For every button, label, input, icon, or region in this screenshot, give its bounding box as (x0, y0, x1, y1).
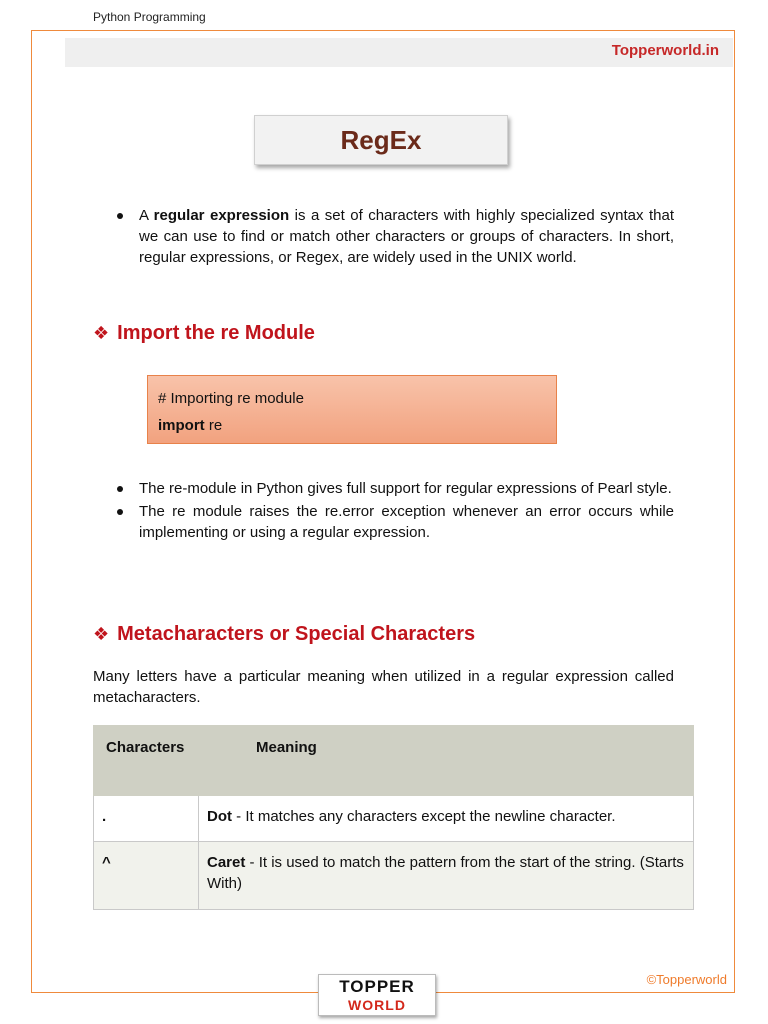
term-desc: - It is used to match the pattern from the start of the string. (Starts With) (207, 854, 684, 892)
page-title: RegEx (340, 124, 422, 155)
term-desc: - It matches any characters except the newline character. (232, 808, 616, 825)
document-header-title: Python Programming (93, 10, 206, 24)
table-header-characters: Characters (94, 726, 199, 796)
section-heading-metacharacters (93, 623, 475, 646)
list-item: The re module raises the re.error exception whenever an error occurs while implementing or using a regular expression. (116, 501, 674, 543)
intro-list (116, 205, 674, 270)
section-heading-text: Import the re Module (117, 322, 315, 344)
table-header-row (94, 726, 694, 796)
code-line (158, 412, 546, 439)
section-heading-text: Metacharacters or Special Characters (117, 623, 476, 645)
page-title-box (254, 115, 508, 165)
code-block (147, 375, 557, 444)
intro-prefix: A (139, 207, 154, 224)
code-comment: # Importing re module (158, 390, 304, 407)
table-cell-meaning (199, 842, 694, 910)
table-cell-char: . (94, 796, 199, 842)
site-name-link[interactable]: Topperworld.in (611, 42, 719, 59)
section-heading-import (93, 322, 315, 345)
table-row (94, 842, 694, 910)
table-header-meaning: Meaning (199, 726, 694, 796)
table-cell-char: ^ (94, 842, 199, 910)
site-bar (65, 38, 733, 67)
logo-line-2: WORLD (348, 997, 406, 1013)
metacharacters-table (93, 725, 694, 910)
code-rest: re (204, 417, 223, 434)
term: Caret (207, 854, 246, 871)
intro-rest: is a set of characters with highly specialized syntax that we can use to find or match other characters or groups of characters. In short, regular expressions, or Regex, are widely used in the UNIX world. (139, 207, 674, 266)
re-module-list (116, 478, 674, 545)
list-item (116, 205, 674, 268)
table-cell-meaning (199, 796, 694, 842)
code-keyword: import (158, 417, 205, 434)
intro-bold-term: regular expression (153, 207, 290, 224)
diamond-bullet-icon: ❖ (93, 323, 110, 343)
topperworld-logo (318, 974, 436, 1016)
copyright-text: ©Topperworld (646, 972, 727, 987)
list-item: The re-module in Python gives full support for regular expressions of Pearl style. (116, 478, 674, 499)
table-row (94, 796, 694, 842)
term: Dot (207, 808, 232, 825)
metacharacters-paragraph: Many letters have a particular meaning when utilized in a regular expression called metacharacters. (93, 668, 674, 706)
diamond-bullet-icon: ❖ (93, 624, 110, 644)
logo-line-1: TOPPER (339, 977, 415, 996)
